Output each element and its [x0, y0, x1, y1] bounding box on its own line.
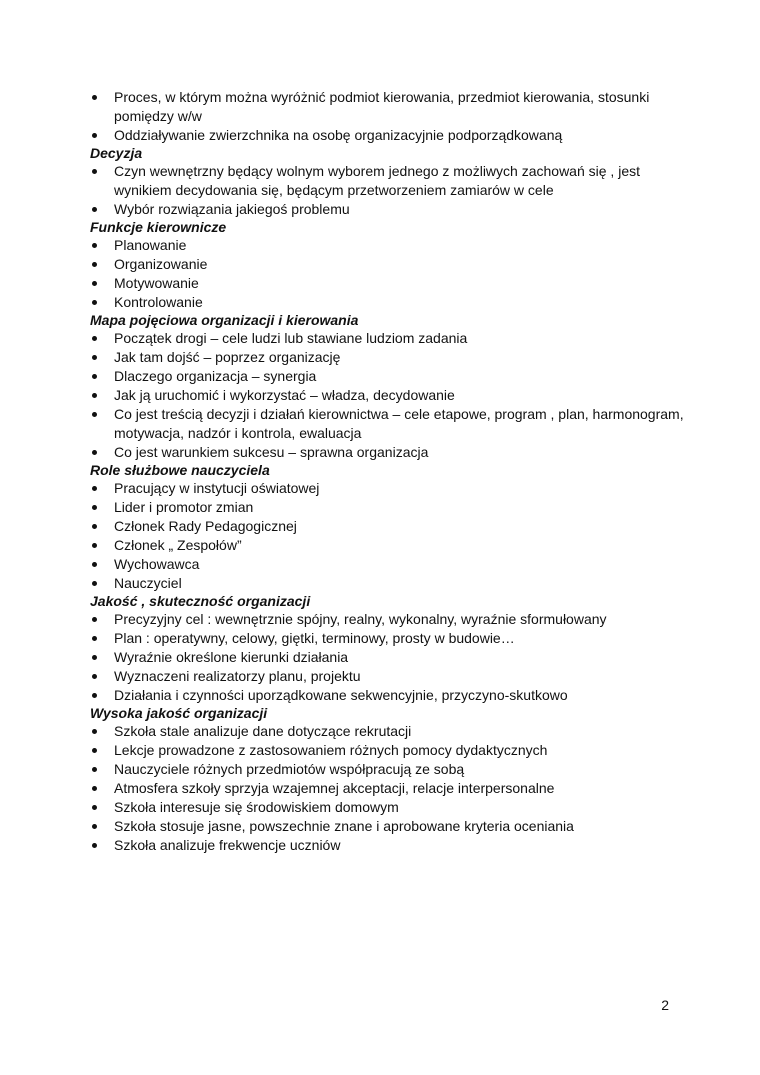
- list-item: Szkoła stale analizuje dane dotyczące rekrutacji: [90, 722, 690, 741]
- bullet-list: [90, 329, 690, 462]
- list-item: Motywowanie: [90, 274, 690, 293]
- section-heading: Wysoka jakość organizacji: [90, 705, 268, 721]
- bullet-list: [90, 722, 690, 855]
- section-heading: Mapa pojęciowa organizacji i kierowania: [90, 312, 359, 328]
- section-heading: Role służbowe nauczyciela: [90, 462, 270, 478]
- bullet-list: [90, 162, 690, 219]
- list-item: Początek drogi – cele ludzi lub stawiane ludziom zadania: [90, 329, 690, 348]
- list-item: Planowanie: [90, 236, 690, 255]
- list-item: Członek Rady Pedagogicznej: [90, 517, 690, 536]
- list-item: Szkoła stosuje jasne, powszechnie znane i aprobowane kryteria oceniania: [90, 817, 690, 836]
- list-item: Wychowawca: [90, 555, 690, 574]
- list-item: Atmosfera szkoły sprzyja wzajemnej akceptacji, relacje interpersonalne: [90, 779, 690, 798]
- bullet-list: [90, 88, 690, 145]
- section-heading: Funkcje kierownicze: [90, 219, 227, 235]
- list-item: Wyznaczeni realizatorzy planu, projektu: [90, 667, 690, 686]
- list-item: Wyraźnie określone kierunki działania: [90, 648, 690, 667]
- section-mapa-pojeciowa: [90, 312, 690, 462]
- list-item: Kontrolowanie: [90, 293, 690, 312]
- section-intro: [90, 88, 690, 145]
- section-heading: Jakość , skuteczność organizacji: [90, 593, 311, 609]
- list-item: Organizowanie: [90, 255, 690, 274]
- list-item: Oddziaływanie zwierzchnika na osobę organizacyjnie podporządkowaną: [90, 126, 690, 145]
- list-item: Działania i czynności uporządkowane sekwencyjnie, przyczyno-skutkowo: [90, 686, 690, 705]
- page-number: 2: [661, 997, 669, 1013]
- list-item: Lider i promotor zmian: [90, 498, 690, 517]
- document-body: [90, 88, 690, 855]
- section-decyzja: [90, 145, 690, 219]
- list-item: Szkoła analizuje frekwencje uczniów: [90, 836, 690, 855]
- list-item: Precyzyjny cel : wewnętrznie spójny, realny, wykonalny, wyraźnie sformułowany: [90, 610, 690, 629]
- list-item: Nauczyciel: [90, 574, 690, 593]
- list-item: Jak ją uruchomić i wykorzystać – władza, decydowanie: [90, 386, 690, 405]
- list-item: Nauczyciele różnych przedmiotów współpracują ze sobą: [90, 760, 690, 779]
- list-item: Lekcje prowadzone z zastosowaniem różnych pomocy dydaktycznych: [90, 741, 690, 760]
- section-funkcje-kierownicze: [90, 219, 690, 312]
- list-item: Proces, w którym można wyróżnić podmiot kierowania, przedmiot kierowania, stosunki pomiędzy w/w: [90, 88, 690, 126]
- list-item: Pracujący w instytucji oświatowej: [90, 479, 690, 498]
- list-item: Jak tam dojść – poprzez organizację: [90, 348, 690, 367]
- bullet-list: [90, 610, 690, 705]
- list-item: Dlaczego organizacja – synergia: [90, 367, 690, 386]
- bullet-list: [90, 236, 690, 312]
- list-item: Plan : operatywny, celowy, giętki, terminowy, prosty w budowie…: [90, 629, 690, 648]
- section-role-sluzbowe: [90, 462, 690, 593]
- section-wysoka-jakosc: [90, 705, 690, 855]
- bullet-list: [90, 479, 690, 593]
- list-item: Szkoła interesuje się środowiskiem domowym: [90, 798, 690, 817]
- section-heading: Decyzja: [90, 145, 143, 161]
- list-item: Członek „ Zespołów”: [90, 536, 690, 555]
- list-item: Wybór rozwiązania jakiegoś problemu: [90, 200, 690, 219]
- list-item: Co jest treścią decyzji i działań kierownictwa – cele etapowe, program , plan, harmonogram, motywacja, nadzór i kontrola, ewaluacja: [90, 405, 690, 443]
- list-item: Co jest warunkiem sukcesu – sprawna organizacja: [90, 443, 690, 462]
- section-jakosc-skutecznosc: [90, 593, 690, 705]
- list-item: Czyn wewnętrzny będący wolnym wyborem jednego z możliwych zachowań się , jest wynikiem decydowania się, będącym przetworzeniem zamiarów w cele: [90, 162, 690, 200]
